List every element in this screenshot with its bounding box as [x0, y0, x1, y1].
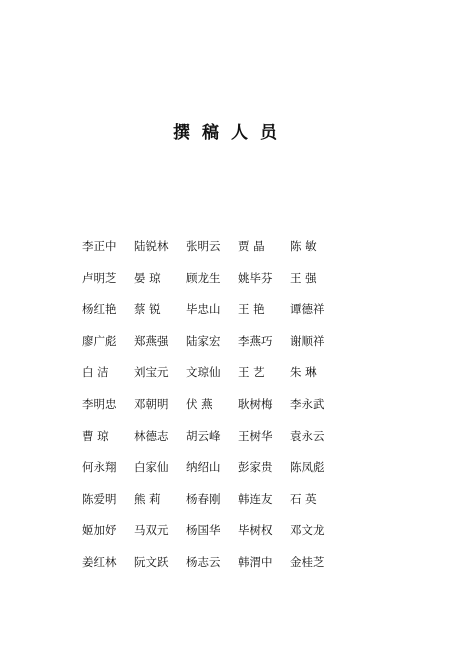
contributor-name: 姜红林	[82, 554, 117, 569]
contributor-name: 姚毕芬	[238, 270, 273, 285]
contributor-name: 杨红艳	[82, 302, 117, 317]
contributor-name: 卢明芝	[82, 270, 117, 285]
contributor-name: 陈爱明	[82, 491, 117, 506]
contributor-name: 毕树权	[238, 523, 273, 538]
contributor-name: 蔡 锐	[134, 302, 161, 317]
contributor-name: 白家仙	[134, 460, 169, 475]
contributor-name: 韩渭中	[238, 554, 273, 569]
contributor-name: 袁永云	[290, 428, 325, 443]
contributor-name: 纳绍山	[186, 460, 221, 475]
contributor-name: 金桂芝	[290, 554, 325, 569]
contributor-name: 杨国华	[186, 523, 221, 538]
contributor-name: 杨春刚	[186, 491, 221, 506]
contributor-name: 阮文跃	[134, 554, 169, 569]
contributor-name: 郑燕强	[134, 333, 169, 348]
contributor-name: 谭德祥	[290, 302, 325, 317]
contributor-name: 廖广彪	[82, 333, 117, 348]
contributor-name: 朱 琳	[290, 365, 317, 380]
page-title: 撰稿人员	[173, 123, 289, 143]
contributor-name: 顾龙生	[186, 270, 221, 285]
contributor-name: 曹 琼	[82, 428, 109, 443]
contributor-name: 王 艺	[238, 365, 265, 380]
contributor-name: 文琼仙	[186, 365, 221, 380]
contributor-name: 王树华	[238, 428, 273, 443]
contributor-name: 熊 莉	[134, 491, 161, 506]
contributor-name: 邓文龙	[290, 523, 325, 538]
contributor-name: 贾 晶	[238, 239, 265, 253]
contributor-name: 何永翔	[82, 460, 117, 475]
contributor-name: 王 艳	[238, 302, 265, 317]
contributor-name: 陆锐林	[134, 239, 169, 253]
contributor-name: 伏 燕	[186, 396, 213, 411]
contributor-name: 彭家贵	[238, 460, 273, 475]
contributor-name: 陆家宏	[186, 333, 221, 348]
contributor-name: 谢顺祥	[290, 333, 325, 348]
contributor-name: 马双元	[134, 523, 169, 538]
contributor-name: 陈凤彪	[290, 460, 325, 475]
contributor-name: 李明忠	[82, 396, 117, 411]
contributor-name: 白 洁	[82, 365, 109, 380]
contributor-name: 毕忠山	[186, 302, 221, 317]
contributor-name: 晏 琼	[134, 270, 161, 285]
contributor-name: 林德志	[134, 428, 169, 443]
contributor-name: 李正中	[82, 239, 117, 253]
contributor-name: 李燕巧	[238, 333, 273, 348]
contributor-name: 刘宝元	[134, 365, 169, 380]
contributor-name: 李永武	[290, 396, 325, 411]
contributor-name: 张明云	[186, 239, 221, 253]
contributor-name: 石 英	[290, 491, 317, 506]
contributor-name: 王 强	[290, 270, 317, 285]
contributor-name: 姬加妤	[82, 523, 117, 538]
contributor-name: 杨志云	[186, 554, 221, 569]
contributor-name: 邓朝明	[134, 396, 169, 411]
contributor-list	[82, 236, 342, 584]
contributor-name: 陈 敏	[290, 239, 317, 253]
contributor-name: 胡云峰	[186, 428, 221, 443]
contributor-name: 耿树梅	[238, 396, 273, 411]
contributor-name: 韩连友	[238, 491, 273, 506]
